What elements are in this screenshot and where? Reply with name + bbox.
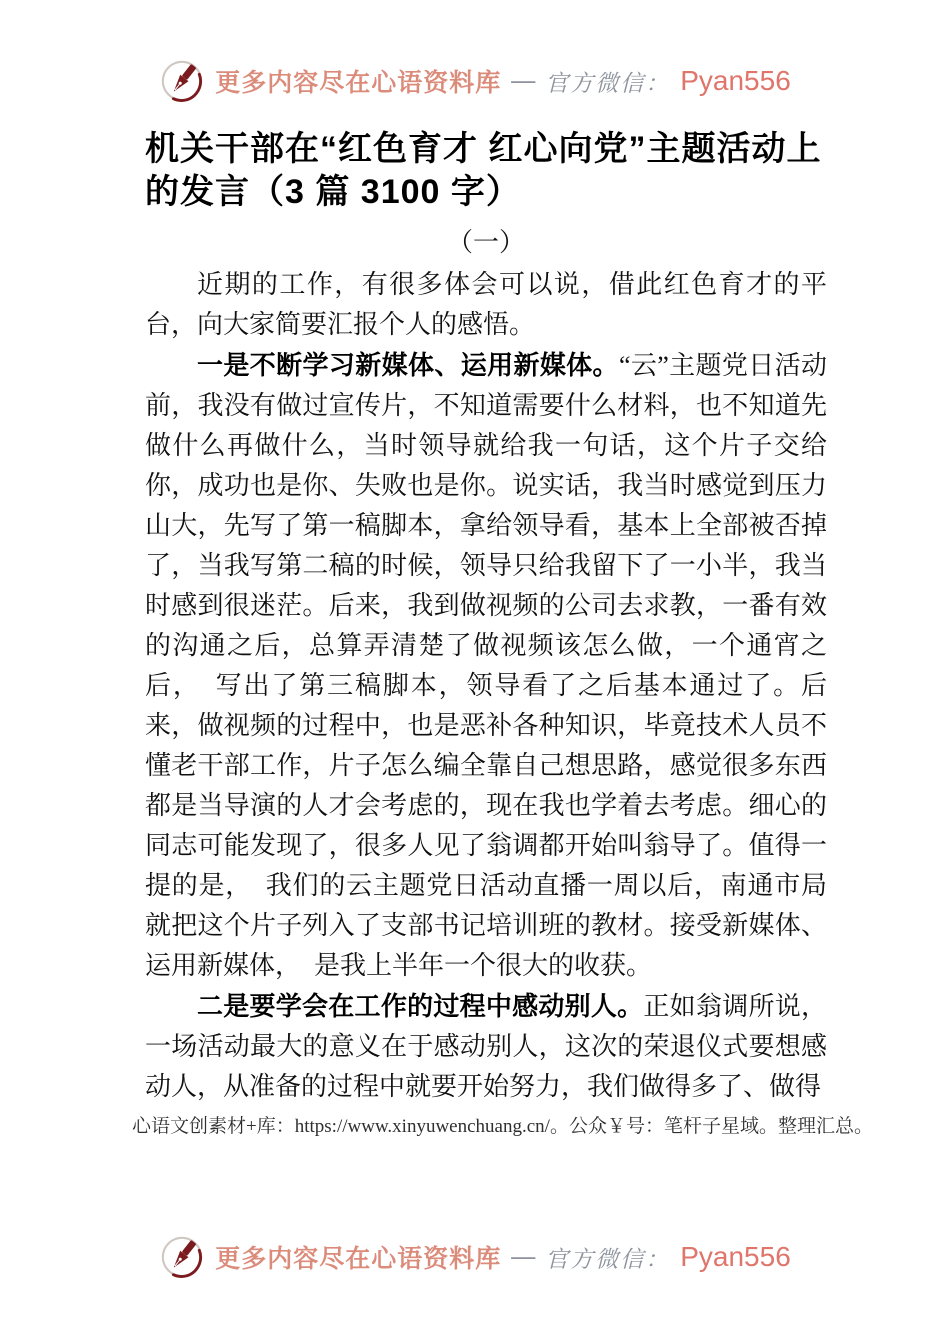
section-marker: （一） (446, 228, 525, 257)
document-page (145, 128, 827, 1107)
paragraph-list (145, 265, 827, 1107)
pen-nib-logo-icon (159, 1234, 205, 1280)
footer-source-note: 心语文创素材+库：https://www.xinyuwenchuang.cn/。公众￥号：笔杆子星域。整理汇总。 (132, 1116, 873, 1137)
footer-brand-bar (0, 1234, 950, 1280)
paragraph (145, 345, 827, 986)
wechat-label: 官方微信： (545, 1246, 671, 1273)
wechat-id: Pyan556 (680, 65, 791, 96)
brand-slogan: 更多内容尽在心语资料库 (215, 70, 502, 97)
wechat-label: 官方微信： (545, 70, 671, 97)
paragraph-lead: 一是不断学习新媒体、运用新媒体。 (197, 350, 619, 380)
paragraph-text: “云”主题党日活动前，我没有做过宣传片，不知道需要什么材料，也不知道先做什么再做什么，当时领导就给我一句话，这个片子交给你，成功也是你、失败也是你。说实话，我当时感觉到压力山大，先写了第一稿脚本，拿给领导看，基本上全部被否掉了，当我写第二稿的时候，领导只给我留下了一小半，我当时感到很迷茫。后来，我到做视频的公司去求教，一番有效的沟通之后，总算弄清楚了做视频该怎么做，一个通宵之后， 写出了第三稿脚本，领导看了之后基本通过了。后来，做视频的过程中，也是恶补各种知识，毕竟技术人员不懂老干部工作，片子怎么编全靠自己想思路，感觉很多东西都是当导演的人才会考虑的，现在我也学着去考虑。细心的同志可能发现了，很多人见了翁调都开始叫翁导了。值得一提的是， 我们的云主题党日活动直播一周以后，南通市局就把这个片子列入了支部书记培训班的教材。接受新媒体、运用新媒体， 是我上半年一个很大的收获。 (145, 351, 827, 980)
paragraph (145, 265, 827, 345)
header-brand-bar (0, 0, 950, 104)
brand-slogan: 更多内容尽在心语资料库 (215, 1246, 502, 1273)
pen-nib-logo-icon (159, 58, 205, 104)
paragraph-text: 近期的工作，有很多体会可以说，借此红色育才的平台，向大家简要汇报个人的感悟。 (145, 270, 827, 339)
wechat-id: Pyan556 (680, 1241, 791, 1272)
brand-separator: — (511, 1243, 536, 1270)
paragraph (145, 986, 827, 1107)
brand-separator: — (511, 67, 536, 94)
paragraph-lead: 二是要学会在工作的过程中感动别人。 (197, 991, 644, 1021)
document-title: 机关干部在“红色育才 红心向党”主题活动上的发言（3 篇 3100 字） (145, 130, 822, 211)
paragraph-text: 正如翁调所说，一场活动最大的意义在于感动别人，这次的荣退仪式要想感动人，从准备的过程中就要开始努力，我们做得多了、做得 (145, 992, 827, 1101)
